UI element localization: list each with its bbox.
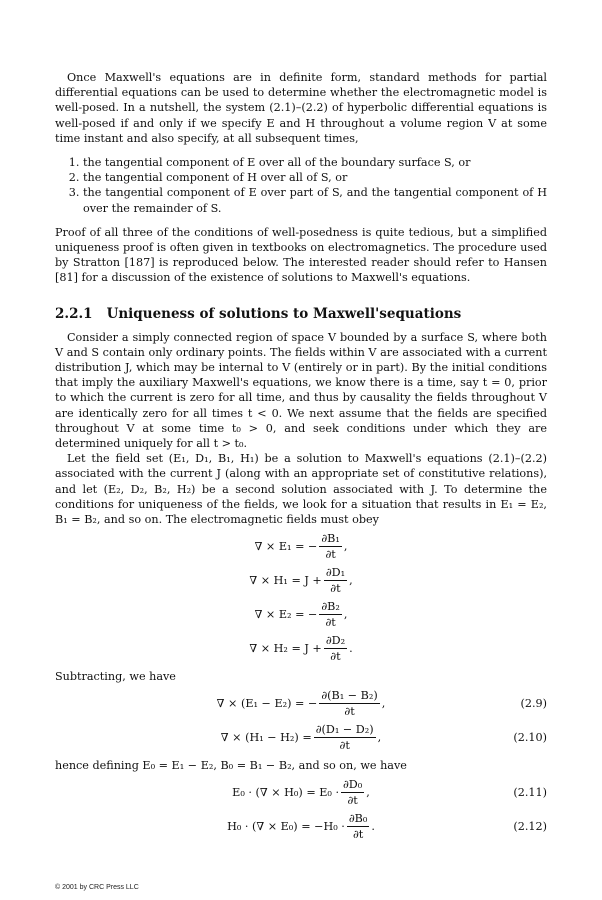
equation-tail: . [371, 820, 375, 834]
hence-paragraph: hence defining E₀ = E₁ − E₂, B₀ = B₁ − B₂, and so on, we have [55, 759, 407, 773]
equation-tail: , [343, 539, 348, 553]
equation-lhs: ∇ × (H₁ − H₂) = [220, 730, 312, 744]
equation [55, 776, 547, 810]
equation-numerator: ∂(D₁ − D₂) [315, 722, 374, 736]
condition-item: 3. the tangential component of E over part of S, and the tangential component of H over the remainder of S. [83, 185, 547, 215]
equation-numerator: ∂B₂ [321, 599, 340, 613]
equation-tail: , [366, 786, 370, 800]
equation-denominator: ∂t [347, 794, 358, 808]
equation [55, 529, 547, 563]
equation [55, 686, 547, 720]
condition-item: 1. the tangential component of E over all of the boundary surface S, or [83, 155, 547, 170]
equation-lhs: ∇ × (E₁ − E₂) = − [216, 696, 318, 710]
conditions-list [55, 155, 547, 216]
section-number: 2.2.1 [55, 305, 93, 322]
equation-denominator: ∂t [344, 704, 355, 718]
equation-numerator: ∂D₂ [325, 633, 346, 647]
maxwell-equations [55, 529, 547, 665]
intro-paragraph: Once Maxwell's equations are in definite form, standard methods for partial differential equations can be used to determine whether the electromagnetic model is well-posed. In a nutshell, the system (2.1)–(2.2) of hyperbolic differential equations is well-posed if and only if we specify E and H throughout a volume region V at some time instant and also specify, at all subsequent times, [55, 71, 547, 145]
equation-lhs: ∇ × E₂ = − [254, 607, 318, 621]
equation-denominator: ∂t [325, 615, 336, 629]
equation-numerator: ∂D₁ [325, 565, 346, 579]
equation-lhs: E₀ · (∇ × H₀) = E₀ · [232, 786, 340, 800]
section-title: Uniqueness of solutions to Maxwell'sequations [106, 305, 462, 322]
equation-denominator: ∂t [330, 649, 341, 663]
equation-lhs: H₀ · (∇ × E₀) = −H₀ · [227, 820, 345, 834]
equation-lhs: ∇ × H₁ = J + [249, 573, 322, 587]
equation-tail: , [343, 607, 348, 621]
dot-product-equations [55, 776, 547, 844]
equation [55, 810, 547, 844]
equation-numerator: ∂(B₁ − B₂) [321, 688, 378, 702]
equation-tail: , [377, 730, 382, 744]
equation-number: (2.11) [513, 786, 547, 800]
equation-tail: . [349, 641, 353, 655]
equation-number: (2.9) [520, 696, 547, 710]
equation-denominator: ∂t [352, 828, 364, 842]
consider-paragraph: Consider a simply connected region of space V bounded by a surface S, where both V and S contain only ordinary points. The fields within V are associated with a current distribution J, which may be internal to V (entirely or in part). By the initial conditions that imply the auxiliary Maxwell's equations, we know there is a time, say t = 0, prior to which the current is zero for all time, and thus by causality the fields throughout V are identically zero for all times t < 0. We next assume that the fields are specified throughout V at some time t₀ > 0, and seek conditions under which they are determined uniquely for all t > t₀. [55, 330, 547, 451]
equation-numerator: ∂B₁ [321, 531, 340, 545]
equation-denominator: ∂t [339, 738, 350, 752]
equation [55, 631, 547, 665]
equation-numerator: ∂D₀ [343, 778, 363, 792]
equation-tail: , [381, 696, 386, 710]
equation-denominator: ∂t [325, 547, 336, 561]
difference-equations [55, 686, 547, 754]
condition-item: 2. the tangential component of H over all of S, or [83, 170, 547, 185]
equation-lhs: ∇ × E₁ = − [254, 539, 318, 553]
equation [55, 720, 547, 754]
equation-lhs: ∇ × H₂ = J + [249, 641, 322, 655]
equation-tail: , [349, 573, 353, 587]
subtracting-paragraph: Subtracting, we have [55, 670, 176, 684]
page-content [55, 70, 547, 848]
equation [55, 563, 547, 597]
section-heading [55, 306, 547, 322]
equation [55, 597, 547, 631]
proof-paragraph: Proof of all three of the conditions of well-posedness is quite tedious, but a simplified uniqueness proof is often given in textbooks on electromagnetics. The procedure used by Stratton [187] is reproduced below. The interested reader should refer to Hansen [81] for a discussion of the existence of solutions to Maxwell's equations. [55, 225, 547, 285]
equation-number: (2.10) [513, 730, 547, 744]
equation-numerator: ∂B₀ [348, 812, 368, 826]
copyright-footer: © 2001 by CRC Press LLC [55, 884, 139, 891]
letfield-paragraph: Let the field set (E₁, D₁, B₁, H₁) be a solution to Maxwell's equations (2.1)–(2.2) associated with the current J (along with an appropriate set of constitutive relations), and let (E₂, D₂, B₂, H₂) be a second solution associated with J. To determine the conditions for uniqueness of the fields, we look for a situation that results in E₁ = E₂, B₁ = B₂, and so on. The electromagnetic fields must obey [55, 452, 547, 527]
equation-denominator: ∂t [330, 581, 341, 595]
equation-number: (2.12) [513, 820, 547, 834]
